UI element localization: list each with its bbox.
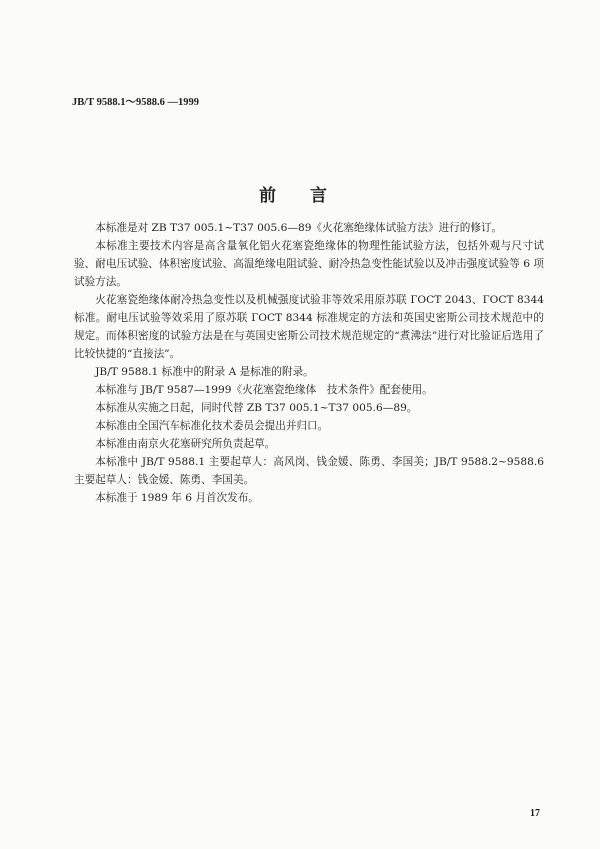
paragraph: 本标准中 JB/T 9588.1 主要起草人：高风岗、钱金媛、陈勇、李国美；JB/T 9588.2~9588.6 主要起草人：钱金媛、陈勇、李国美。 bbox=[74, 456, 544, 486]
paragraph: 火花塞瓷绝缘体耐冷热急变性以及机械强度试验非等效采用原苏联 ГОСТ 2043、ГОСТ 8344 标准。耐电压试验等效采用了原苏联 ГОСТ 8344 标准规定的方法和英国史密斯公司技术规范中的规定。而体积密度的试验方法是在与英国史密斯公司技术规范规定的“煮沸法”进行对比验证后选用了比较快捷的“直接法”。 bbox=[74, 294, 544, 360]
paragraph: 本标准由南京火花塞研究所负责起草。 bbox=[95, 438, 276, 450]
page-title: 前 言 bbox=[259, 186, 341, 206]
document-header: JB/T 9588.1～9588.6 —1999 bbox=[72, 97, 199, 108]
paragraph: 本标准于 1989 年 6 月首次发布。 bbox=[95, 492, 259, 504]
paragraph: 本标准由全国汽车标准化技术委员会提出并归口。 bbox=[95, 420, 329, 432]
paragraph: 本标准从实施之日起，同时代替 ZB T37 005.1~T37 005.6—89。 bbox=[95, 402, 418, 414]
paragraph: 本标准与 JB/T 9587—1999《火花塞瓷绝缘体 技术条件》配套使用。 bbox=[95, 384, 433, 396]
paragraph: 本标准是对 ZB T37 005.1~T37 005.6—89《火花塞绝缘体试验方法》进行的修订。 bbox=[95, 222, 503, 234]
paragraph: 本标准主要技术内容是高含量氧化铝火花塞瓷绝缘体的物理性能试验方法，包括外观与尺寸试验、耐电压试验、体积密度试验、高温绝缘电阻试验、耐冷热急变性能试验以及冲击强度试验等 6 项试验方法。 bbox=[74, 240, 544, 288]
page-number: 17 bbox=[530, 808, 540, 819]
paragraph: JB/T 9588.1 标准中的附录 A 是标准的附录。 bbox=[95, 366, 314, 378]
foreword-body bbox=[74, 219, 544, 507]
